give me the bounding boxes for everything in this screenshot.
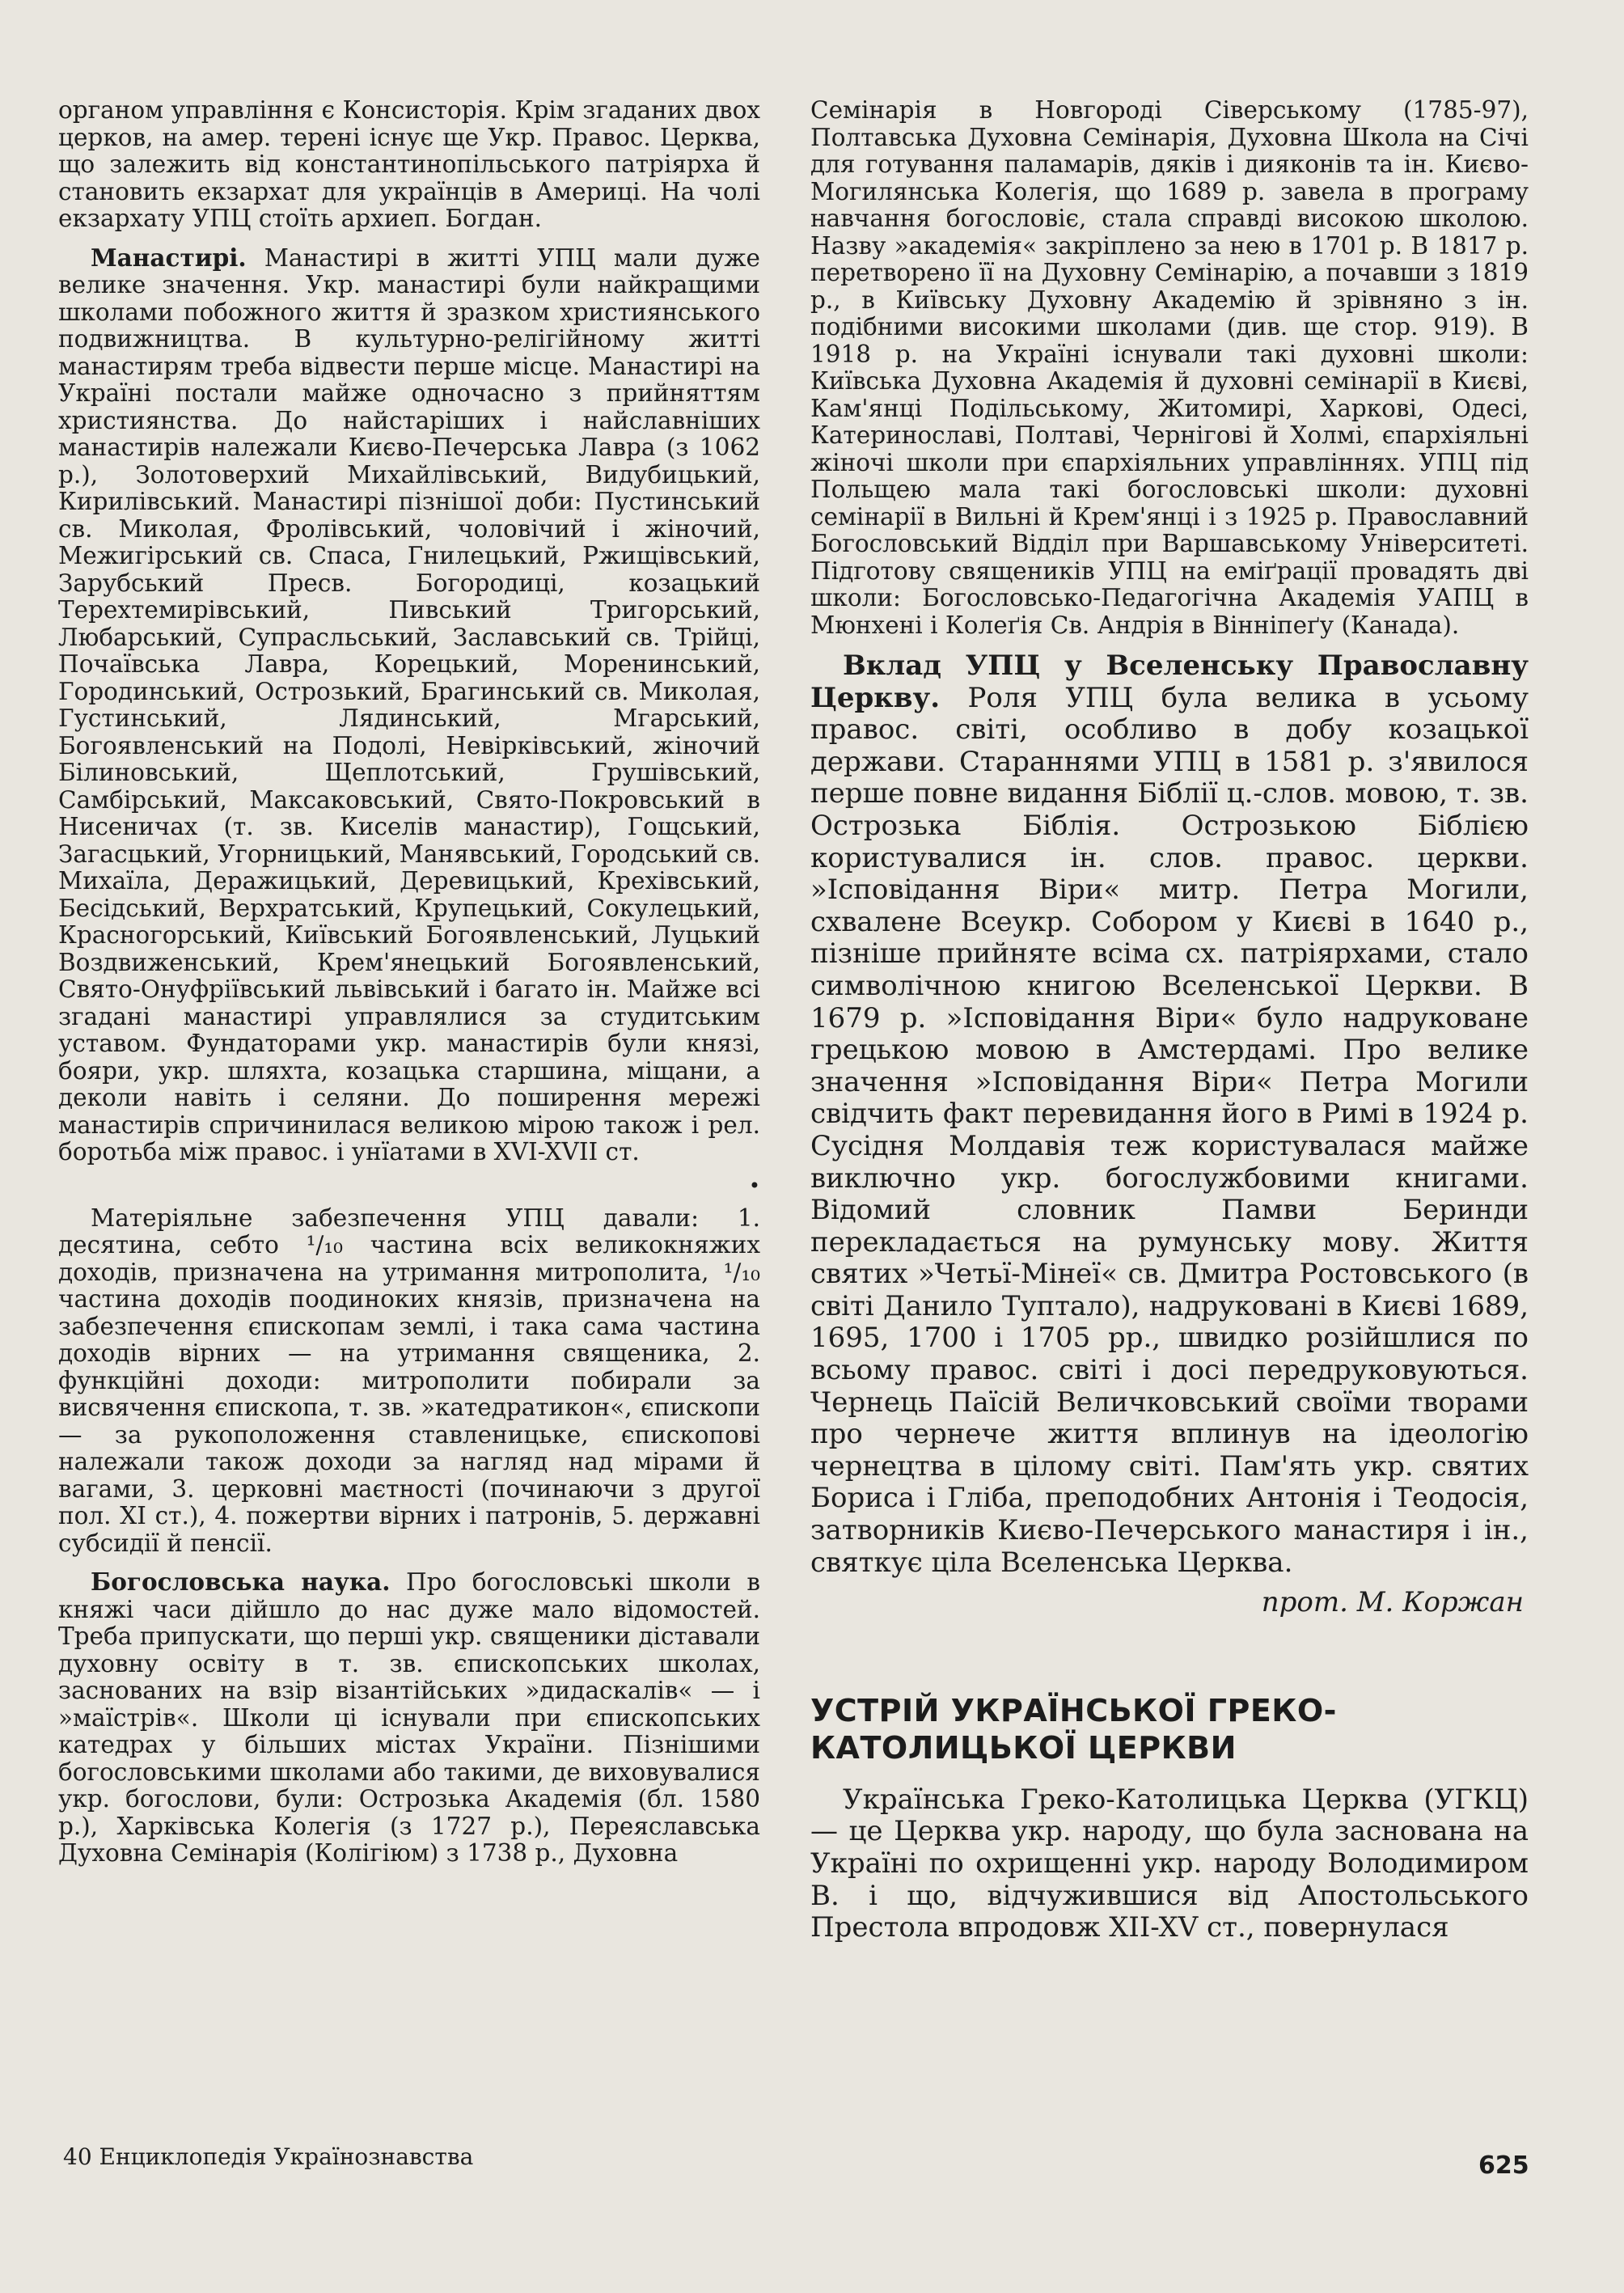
footer-volume-label: 40 Енциклопедія Українознавства: [63, 2143, 474, 2170]
paragraph-material-support: Матеріяльне забезпечення УПЦ давали: 1. десятина, себто ¹/₁₀ частина всіх великокняжих доходів, призначена на утримання митрополита, ¹/₁₀ частина доходів поодиноких князів, призначена на забезпечення єпископам землі, і така сама частина доходів вірних — на утримання священика, 2. функційні доходи: митрополити побирали за висвячення єпископа, т. зв. »катедратикон«, єпископи — за рукоположення ставленицьке, єпископові належали також доходи за нагляд над мірами й вагами, 3. церковні маєтності (починаючи з другої пол. XI ст.), 4. пожертви вірних і патронів, 5. державні субсидії й пенсії.: [58, 1204, 760, 1557]
paragraph-theology: [58, 1568, 760, 1868]
heading-line-2: КАТОЛИЦЬКОЇ ЦЕРКВИ: [810, 1729, 1237, 1766]
section-head-monasteries: Манастирі.: [91, 243, 247, 272]
paragraph-consistory: органом управління є Консисторія. Крім згаданих двох церков, на амер. терені існує ще Укр. Правос. Церква, що залежить від константинопільського патріярха й становить екзархат для українців в Америці. На чолі екзархату УПЦ стоїть архиеп. Богдан.: [58, 96, 760, 232]
section-head-theology: Богословська наука.: [91, 1567, 391, 1596]
contribution-text: Роля УПЦ була велика в усьому правос. світі, особливо в добу козацької держави. Стараннями УПЦ в 1581 р. з'явилося перше повне видання Біблії ц.-слов. мовою, т. зв. Острозька Біблія. Острозькою Біблією користувалися ін. слов. правос. церкви. »Ісповідання Віри« митр. Петра Могили, схвалене Всеукр. Собором у Києві в 1640 р., пізніше прийняте всіма сх. патріярхами, стало символічною книгою Вселенської Церкви. В 1679 р. »Ісповідання Віри« було надруковане грецькою мовою в Амстердамі. Про велике значення »Ісповідання Віри« Петра Могили свідчить факт перевидання його в Римі в 1924 р. Сусідня Молдавія теж користувалася майже виключно укр. богослужбовими книгами. Відомий словник Памви Беринди перекладається на румунську мову. Життя святих »Четьї-Мінеї« св. Дмитра Ростовського (в світі Данило Туптало), надруковані в Києві 1689, 1695, 1700 і 1705 рр., швидко розійшлися по всьому правос. світі і досі передруковуються. Чернець Паїсій Величковський своїми творами про чернече життя вплинув на ідеологію чернецтва в цілому світі. Пам'ять укр. святих Бориса і Гліба, преподобних Антонія і Теодосія, затворників Києво-Печерського манастиря і ін., святкує ціла Вселенська Церква.: [810, 681, 1529, 1579]
left-column: [58, 97, 760, 1879]
paragraph-seminaries: Семінарія в Новгороді Сіверському (1785-97), Полтавська Духовна Семінарія, Духовна Школа на Січі для готування паламарів, дяків і дияконів та ін. Києво-Могилянська Колегія, що 1689 р. завела в програму навчання богословіє, стала справді високою школою. Назву »академія« закріплено за нею в 1701 р. В 1817 р. перетворено її на Духовну Семінарію, а почавши з 1819 р., в Київську Духовну Академію й зрівняно з ін. подібними високими школами (див. ще стор. 919). В 1918 р. на Україні існували такі духовні школи: Київська Духовна Академія й духовні семінарії в Києві, Кам'янці Подільському, Житомирі, Харкові, Одесі, Катеринославі, Полтаві, Чернігові й Холмі, єпархіяльні жіночі школи при єпархіяльних управліннях. УПЦ під Польщею мала такі богословські школи: духовні семінарії в Вильні й Крем'янці і з 1925 р. Православний Богословський Відділ при Варшавському Університеті. Підготову священиків УПЦ на еміґрації провадять дві школи: Богословсько-Педагогічна Академія УАПЦ в Мюнхені і Колеґія Св. Андрія в Вінніпеґу (Канада).: [810, 96, 1529, 639]
right-column: [810, 97, 1529, 1952]
page-number: 625: [1478, 2151, 1529, 2180]
large-text-block: [810, 650, 1529, 1944]
paragraph-ugcc-intro: Українська Греко-Католицька Церква (УГКЦ) — це Церква укр. народу, що була заснована на Україні по охрищенні укр. народу Володимиром В. і що, відчужившися від Апостольського Престола впродовж XII-XV ст., повернулася: [810, 1783, 1529, 1944]
heading-line-1: УСТРІЙ УКРАЇНСЬКОЇ ГРЕКО-: [810, 1692, 1337, 1728]
article-heading: [810, 1692, 1529, 1766]
section-head-contribution: Вклад УПЦ у Вселенську Православну Церкву.: [810, 649, 1529, 714]
author-signature: прот. М. Коржан: [1261, 1586, 1524, 1619]
theology-text: Про богословські школи в княжі часи дійшло до нас дуже мало відомостей. Треба припускати, що перші укр. священики діставали духовну освіту в т. зв. єпископських школах, заснованих на взір візантійських »дидаскалів« — і »маїстрів«. Школи ці існували при єпископських катедрах у більших містах України. Пізнішими богословськими школами або такими, де виховувалися укр. богослови, були: Острозька Академія (бл. 1580 р.), Харківська Колегія (з 1727 р.), Переяславська Духовна Семінарія (Колігіюм) з 1738 р., Духовна: [58, 1568, 760, 1867]
bullet-dot: •: [748, 1174, 760, 1197]
paragraph-contribution: [810, 650, 1529, 1579]
paragraph-monasteries: [58, 244, 760, 1166]
monasteries-text: Манастирі в житті УПЦ мали дуже велике значення. Укр. манастирі були найкращими школами побожного життя й зразком християнського подвижництва. В культурно-релігійному житті манастирям треба відвести перше місце. Манастирі на Україні постали майже одночасно з прийняттям християнства. До найстаріших і найславніших манастирів належали Києво-Печерська Лавра (з 1062 р.), Золотоверхий Михайлівський, Видубицький, Кирилівський. Манастирі пізнішої доби: Пустинський св. Миколая, Фролівський, чоловічий і жіночий, Межигірський св. Спаса, Гнилецький, Ржищівський, Зарубський Пресв. Богородиці, козацький Терехтемирівський, Пивський Тригорський, Любарський, Супрасльський, Заславський св. Трійці, Почаївська Лавра, Корецький, Моренинський, Городинський, Острозький, Брагинський св. Миколая, Густинський, Лядинський, Мгарський, Богоявленський на Подолі, Невірківський, жіночий Білиновський, Щеплотський, Грушівський, Самбірський, Максаковський, Свято-Покровський в Нисеничах (т. зв. Киселів манастир), Гощський, Загасцький, Угорницький, Манявський, Городський св. Михаїла, Деражицький, Деревицький, Крехівський, Бесідський, Верхратський, Крупецький, Сокулецький, Красногорський, Київський Богоявленський, Луцький Воздвиженський, Крем'янецький Богоявленський, Свято-Онуфріївський львівський і багато ін. Майже всі згадані манастирі управлялися за студитським уставом. Фундаторами укр. манастирів були князі, бояри, укр. шляхта, козацька старшина, міщани, а деколи навіть і селяни. До поширення мережі манастирів спричинилася великою мірою також і рел. боротьба між правос. і унїатами в XVI-XVII ст.: [58, 243, 760, 1166]
